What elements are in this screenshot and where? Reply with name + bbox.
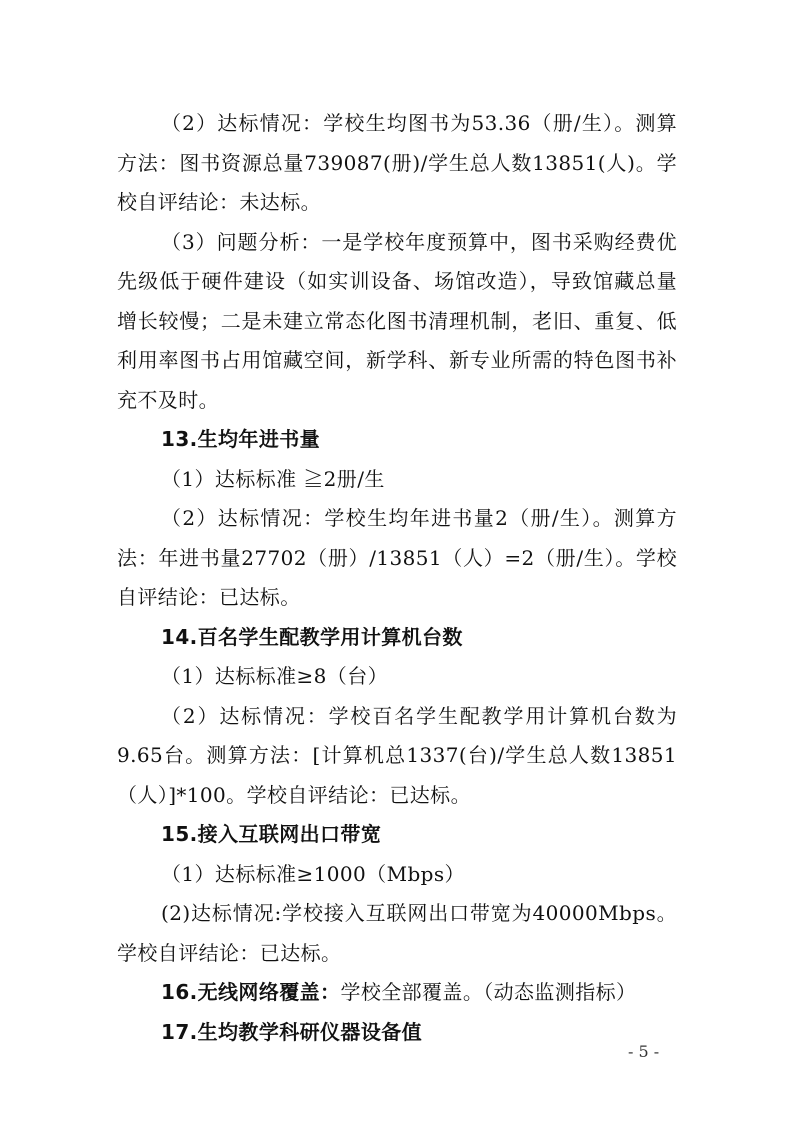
paragraph-14-standard: （1）达标标准≥8（台）: [161, 664, 389, 688]
paragraph-3-analysis: （3）问题分析：一是学校年度预算中，图书采购经费优先级低于硬件建设（如实训设备、场馆改造），导致馆藏总量增长较慢；二是未建立常态化图书清理机制，老旧、重复、低利用率图书占用馆藏空间，新学科、新专业所需的特色图书补充不及时。: [117, 229, 677, 412]
paragraph-2-status: （2）达标情况：学校生均图书为53.36（册/生）。测算方法：图书资源总量739087(册)/学生总人数13851(人)。学校自评结论：未达标。: [117, 111, 677, 214]
heading-13: 13.生均年进书量: [161, 427, 321, 451]
paragraph-15-standard: （1）达标标准≥1000（Mbps）: [161, 861, 465, 886]
heading-17: 17.生均教学科研仪器设备值: [161, 1019, 423, 1044]
paragraph-14-status: （2）达标情况：学校百名学生配教学用计算机台数为9.65台。测算方法：[计算机总1337(台)/学生总人数13851（人）]*100。学校自评结论：已达标。: [117, 703, 677, 807]
heading-16-text: 学校全部覆盖。（动态监测指标）: [340, 980, 637, 1004]
heading-14: 14.百名学生配教学用计算机台数: [161, 624, 463, 649]
paragraph-13-status: （2）达标情况：学校生均年进书量2（册/生）。测算方法：年进书量27702（册）/13851（人）=2（册/生）。学校自评结论：已达标。: [117, 506, 677, 609]
heading-16: [117, 973, 677, 1013]
heading-16-title: 16.无线网络覆盖：: [161, 980, 341, 1004]
paragraph-15-status: (2)达标情况:学校接入互联网出口带宽为40000Mbps。学校自评结论：已达标。: [117, 901, 677, 965]
document-body: [117, 104, 677, 1052]
heading-15: 15.接入互联网出口带宽: [161, 822, 382, 846]
paragraph-13-standard: （1）达标标准 ≧2册/生: [161, 466, 385, 491]
page-number: - 5 -: [628, 1042, 660, 1061]
